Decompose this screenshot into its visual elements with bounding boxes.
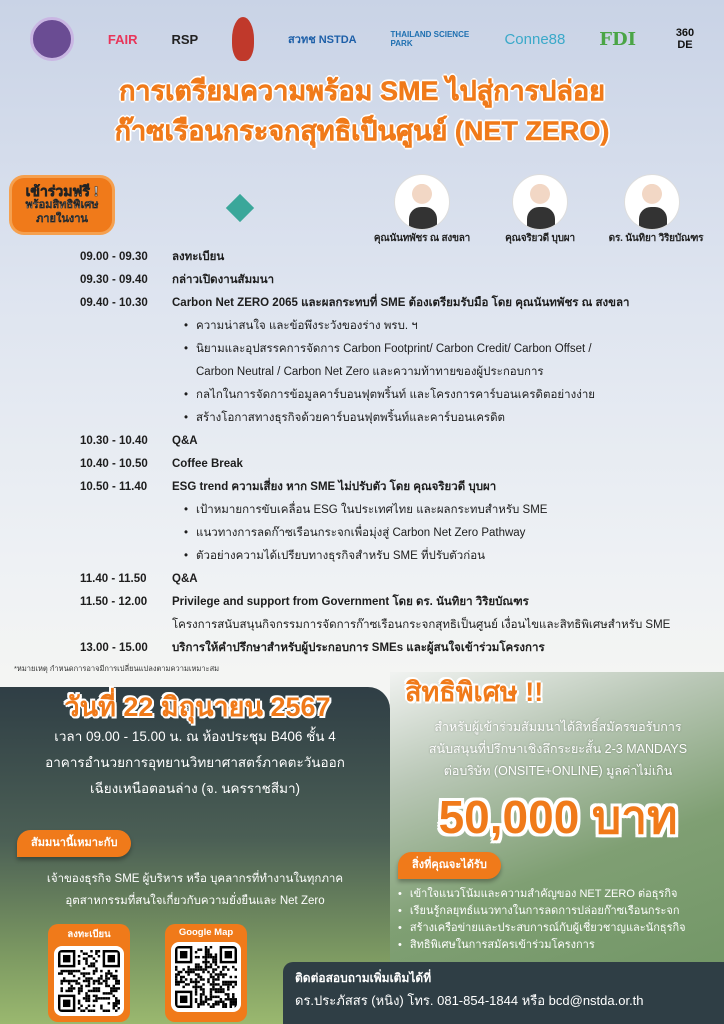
agenda-topic: • เป้าหมายการขับเคลื่อน ESG ในประเทศไทย และผลกระทบสำหรับ SME — [172, 503, 724, 518]
agenda — [14, 246, 724, 674]
agenda-time: 09.30 - 09.40 — [80, 274, 148, 286]
speaker-photo — [624, 174, 680, 230]
agenda-row — [80, 430, 724, 453]
privilege-text — [392, 716, 724, 782]
agenda-row — [80, 545, 724, 568]
agenda-time: 13.00 - 15.00 — [80, 642, 148, 654]
agenda-topic: • ตัวอย่างความได้เปรียบทางธุรกิจสำหรับ SME ที่ปรับตัวก่อน — [172, 549, 724, 564]
agenda-row — [80, 384, 724, 407]
contact-details[interactable]: ดร.ประภัสสร (หนิง) โทร. 081-854-1844 หรือ bcd@nstda.or.th — [295, 993, 644, 1008]
agenda-row — [80, 246, 724, 269]
conne-logo: Conne88 — [504, 30, 566, 48]
speaker-photo — [394, 174, 450, 230]
audience-line: อุตสาหกรรมที่สนใจเกี่ยวกับความยั่งยืนและ Net Zero — [65, 895, 325, 907]
agenda-row — [80, 614, 724, 637]
event-date: วันที่ 22 มิถุนายน 2567 — [64, 692, 331, 722]
event-venue — [0, 724, 390, 802]
qr-code-icon — [54, 946, 124, 1016]
nrct-logo — [30, 17, 74, 61]
audience-label: สัมมนานี้เหมาะกับ — [17, 830, 131, 857]
agenda-topic: • ความน่าสนใจ และข้อพึงระวังของร่าง พรบ. ฯ — [172, 319, 724, 334]
audience-line: เจ้าของธุรกิจ SME ผู้บริหาร หรือ บุคลากรที่ทำงานในทุกภาค — [46, 873, 344, 885]
speaker-name: คุณนันทพัชร ณ สงขลา — [373, 233, 471, 244]
benefit-item: • เข้าใจแนวโน้มและความสำคัญของ NET ZERO ต่อธุรกิจ — [398, 886, 724, 903]
privilege-line: ต่อบริษัท (ONSITE+ONLINE) มูลค่าไม่เกิน — [443, 764, 673, 778]
agenda-topic: Coffee Break — [172, 458, 243, 470]
privilege-title: สิทธิพิเศษ !! — [405, 677, 544, 707]
benefit-item: • เรียนรู้กลยุทธ์แนวทางในการลดการปล่อยก๊าซเรือนกระจก — [398, 903, 724, 920]
nstda-logo: สวทช NSTDA — [288, 34, 357, 46]
venue-line: เฉียงเหนือตอนล่าง (จ. นครราชสีมา) — [89, 781, 301, 796]
benefits-list — [398, 886, 724, 954]
agenda-row — [80, 407, 724, 430]
agenda-topic: Carbon Neutral / Carbon Net Zero และความท้าทายของผู้ประกอบการ — [196, 366, 544, 378]
agenda-row — [80, 522, 724, 545]
agenda-row — [80, 292, 724, 315]
agenda-topic: บริการให้คำปรึกษาสำหรับผู้ประกอบการ SMEs และผู้สนใจเข้าร่วมโครงการ — [172, 642, 545, 654]
speaker-name: ดร. นันทิยา วิริยบัณฑร — [608, 233, 704, 244]
privilege-line: สนับสนุนที่ปรึกษาเชิงลึกระยะสั้น 2-3 MANDAYS — [428, 742, 688, 756]
agenda-row — [80, 453, 724, 476]
agenda-time: 10.30 - 10.40 — [80, 435, 148, 447]
agenda-topic: • สร้างโอกาสทางธุรกิจด้วยคาร์บอนฟุตพริ้นท์และคาร์บอนเครดิต — [172, 411, 724, 426]
agenda-row — [80, 568, 724, 591]
agenda-row — [80, 269, 724, 292]
agenda-row — [80, 315, 724, 338]
agenda-topic: Privilege and support from Government โดย ดร. นันทิยา วิริยบัณฑร — [172, 596, 529, 608]
audience-text — [0, 868, 390, 912]
agenda-time: 11.50 - 12.00 — [80, 596, 148, 608]
speaker-photo — [512, 174, 568, 230]
tsp-logo: THAILAND SCIENCE PARK — [390, 30, 470, 48]
agenda-topic: Carbon Net ZERO 2065 และผลกระทบที่ SME ต้องเตรียมรับมือ โดย คุณนันทพัชร ณ สงขลา — [172, 297, 630, 309]
agenda-time: 10.50 - 11.40 — [80, 481, 148, 493]
register-qr-label: ลงทะเบียน — [67, 929, 111, 940]
contact-title: ติดต่อสอบถามเพิ่มเติมได้ที่ — [295, 971, 432, 985]
badge-line: เข้าร่วมฟรี ! — [25, 183, 99, 199]
footnote: *หมายเหตุ กำหนดการอาจมีการเปลี่ยนแปลงตามความเหมาะสม — [14, 664, 220, 673]
agenda-row — [80, 338, 724, 361]
partner-logos — [30, 14, 700, 64]
agenda-topic: ESG trend ความเสี่ยง หาก SME ไม่ปรับตัว โดย คุณจริยวดี บุบผา — [172, 481, 497, 493]
contact-bar — [283, 962, 724, 1024]
venue-line: อาคารอำนวยการอุทยานวิทยาศาสตร์ภาคตะวันออก — [45, 755, 345, 770]
privilege-line: สำหรับผู้เข้าร่วมสัมมนาได้สิทธิ์สมัครขอรับการ — [434, 720, 682, 734]
agenda-row — [80, 361, 724, 384]
agenda-time: 11.40 - 11.50 — [80, 573, 147, 585]
agenda-time: 09.00 - 09.30 — [80, 251, 148, 263]
agenda-time: 09.40 - 10.30 — [80, 297, 148, 309]
benefit-item: • สิทธิพิเศษในการสมัครเข้าร่วมโครงการ — [398, 937, 724, 954]
qr-code-icon — [171, 942, 241, 1012]
badge-line: พร้อมสิทธิพิเศษ — [25, 199, 99, 211]
title-line-1: การเตรียมความพร้อม SME ไปสู่การปล่อย — [119, 76, 605, 106]
agenda-row — [80, 637, 724, 660]
rsp-logo: RSP — [171, 31, 199, 47]
title-line-2: ก๊าซเรือนกระจกสุทธิเป็นศูนย์ (NET ZERO) — [114, 116, 610, 146]
agenda-row — [80, 499, 724, 522]
speaker-name: คุณจริยวดี บุบผา — [505, 233, 575, 244]
benefit-item: • สร้างเครือข่ายและประสบการณ์กับผู้เชี่ยวชาญและนักธุรกิจ — [398, 920, 724, 937]
free-entry-badge — [12, 178, 112, 232]
venue-line: เวลา 09.00 - 15.00 น. ณ ห้องประชุม B406 ชั้น 4 — [54, 729, 336, 744]
agenda-topic: Q&A — [172, 435, 198, 447]
map-qr-label: Google Map — [178, 927, 234, 938]
sut-logo — [232, 17, 254, 61]
fdi-logo: FDI — [599, 28, 637, 50]
agenda-topic: Q&A — [172, 573, 198, 585]
agenda-time: 10.40 - 10.50 — [80, 458, 148, 470]
agenda-topic: กล่าวเปิดงานสัมมนา — [172, 274, 275, 286]
agenda-topic: • แนวทางการลดก๊าซเรือนกระจกเพื่อมุ่งสู่ Carbon Net Zero Pathway — [172, 526, 724, 541]
360de-logo: 360 DE — [675, 27, 695, 51]
register-qr[interactable] — [48, 924, 130, 1022]
diamond-decoration — [226, 194, 254, 222]
agenda-row — [80, 591, 724, 614]
agenda-topic: • กลไกในการจัดการข้อมูลคาร์บอนฟุตพริ้นท์ และโครงการคาร์บอนเครดิตอย่างง่าย — [172, 388, 724, 403]
agenda-row — [80, 476, 724, 499]
benefits-label: สิ่งที่คุณจะได้รับ — [398, 852, 501, 879]
fair-logo: FAIR — [107, 31, 138, 47]
agenda-topic: ลงทะเบียน — [172, 251, 225, 263]
privilege-amount: 50,000 บาท — [438, 791, 678, 843]
agenda-topic: • นิยามและอุปสรรคการจัดการ Carbon Footprint/ Carbon Credit/ Carbon Offset / — [172, 342, 724, 357]
badge-line: ภายในงาน — [36, 213, 88, 225]
agenda-topic: โครงการสนับสนุนกิจกรรมการจัดการก๊าซเรือนกระจกสุทธิเป็นศูนย์ เงื่อนไขและสิทธิพิเศษสำหรับ SME — [172, 619, 671, 631]
google-map-qr[interactable] — [165, 924, 247, 1022]
